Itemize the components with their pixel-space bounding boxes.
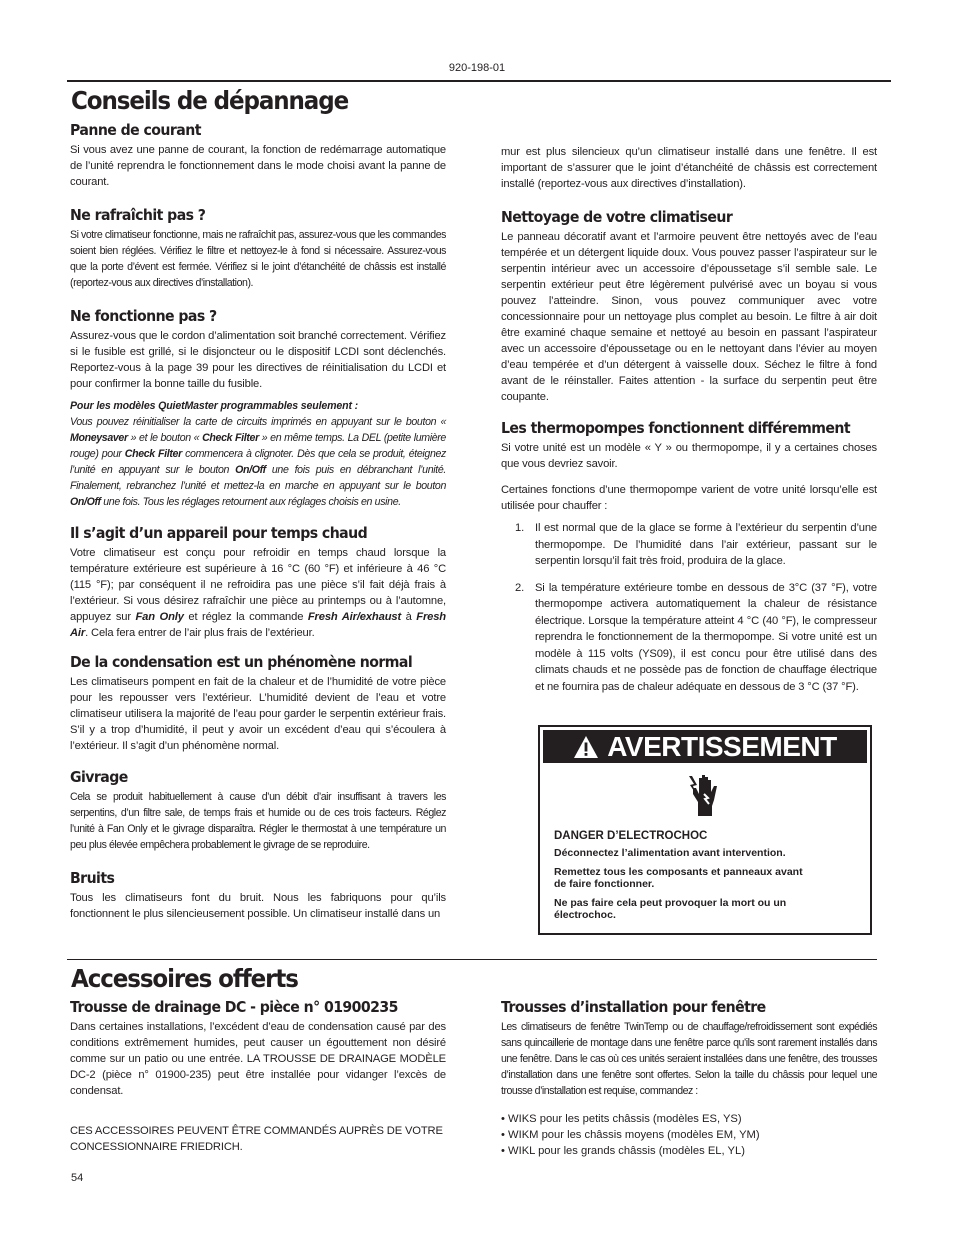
- list-item: [501, 520, 877, 570]
- hot-weather-part: Votre climatiseur est conçu pour refroidir en temps chaud lorsque la température extérieure est supérieure à 16 °C (60 °F) et inférieure à 46 °C (115 °F); par conséquent il ne refroidira pas une pièce s’il fait déjà frais à l’extérieur. Si vous désirez rafraîchir une pièce au printemps ou à l’automne, appuyez sur: [70, 547, 446, 623]
- drain-kit-text: Dans certaines installations, l’excédent d’eau de condensation causé par des conditions extrêmement humides, peut causer un égouttement non désiré comme sur un patio ou une entrée. LA TROUSSE DE DRAINAGE MODÈLE DC-2 (pièce n° 01900-235) peut être installée pour vidanger l’excès de condensat.: [70, 1021, 446, 1097]
- troubleshooting-right-column: [501, 144, 877, 707]
- note-part: » et le bouton «: [127, 432, 203, 444]
- frost-text: Cela se produit habituellement à cause d’un débit d’air insuffisant à travers les serpentins, d’un filtre sale, de temps frais et humide ou de ces trois facteurs. Réglez l’unité à Fan Only et le givrage disparaîtra. Régler le thermostat à une température un peu plus élevée empêchera probablement le givrage de se reproduire.: [70, 791, 446, 851]
- power-failure-text: Si vous avez une panne de courant, la fonction de redémarrage automatique de l’unité reprendra le fonctionnement dans le mode choisi avant la panne de courant.: [70, 144, 446, 188]
- not-working-heading: Ne fonctionne pas ?: [70, 307, 217, 325]
- list-item-text: Il est normal que de la glace se forme à l’extérieur du serpentin d’une thermopompe. De l’humidité dans l’air extérieur, passant sur le serpentin lorsqu’il fait très froid, produira de la glace.: [535, 522, 877, 567]
- power-failure-heading: Panne de courant: [70, 121, 201, 139]
- note-part: une fois puis en débranchant l’unité. Finalement, rebranchez l’unité et mettez-la en marche en appuyant sur le bouton: [70, 464, 446, 492]
- section-divider: [67, 959, 877, 960]
- warning-line: Ne pas faire cela peut provoquer la mort ou un électrochoc.: [554, 897, 787, 921]
- note-part: » en même temps. La DEL (petite lumière rouge) pour: [70, 432, 446, 460]
- window-kits-text: Les climatiseurs de fenêtre TwinTemp ou de chauffage/refroidissement sont expédiés sans quincaillerie de montage dans une fenêtre parce qu’ils sont rarement installés dans une fenêtre. Dans le cas où ces unités seraient installées dans une fenêtre, des trousses d’installation dans une fenêtre sont offertes. Selon la taille du châssis pour lequel une trousse d’installation est requise, commandez :: [501, 1021, 877, 1097]
- list-item: [501, 580, 877, 696]
- accessories-title: Accessoires offerts: [71, 964, 298, 993]
- list-item-number: 2.: [515, 581, 525, 594]
- drain-kit-section: [70, 998, 446, 1155]
- note-part: commencera à clignoter. Dès que cela se produit, éteignez l’unité en appuyant sur le bouton: [70, 448, 446, 476]
- electric-shock-hand-icon: [685, 772, 725, 818]
- fresh-air-exhaust-label: Fresh Air/exhaust: [307, 611, 402, 623]
- heat-pumps-heading: Les thermopompes fonctionnent différemment: [501, 419, 851, 437]
- page-number: 54: [71, 1172, 84, 1184]
- noises-heading: Bruits: [70, 869, 115, 887]
- warning-triangle-icon: [573, 735, 599, 759]
- list-item-number: 1.: [515, 522, 525, 534]
- warning-box: [538, 725, 872, 935]
- window-kits-list: [501, 1111, 877, 1159]
- condensation-heading: De la condensation est un phénomène normal: [70, 653, 413, 671]
- heat-pumps-intro: Si votre unité est un modèle « Y » ou thermopompe, il y a certaines choses que vous devriez savoir.: [501, 442, 877, 470]
- fan-only-label: Fan Only: [135, 611, 184, 623]
- warning-header: [543, 730, 867, 763]
- window-kits-section: [501, 998, 877, 1159]
- drain-kit-heading: Trousse de drainage DC - pièce n° 01900235: [70, 998, 398, 1016]
- heat-pumps-list: [501, 520, 877, 695]
- programmable-note-text: [70, 414, 446, 510]
- hot-weather-part: à: [401, 611, 417, 623]
- document-number: 920-198-01: [448, 62, 506, 74]
- heat-pumps-section: [501, 419, 877, 695]
- frost-heading: Givrage: [70, 768, 128, 786]
- noises-section: [70, 869, 446, 922]
- note-part: une fois. Tous les réglages retournent aux réglages choisis en usine.: [100, 496, 401, 508]
- not-working-text: Assurez-vous que le cordon d’alimentation soit branché correctement. Vérifiez si le fusible est grillé, si le disjoncteur ou le dispositif LCDI sont déclenchés. Reportez-vous à la page 39 pour les directives de réinitialisation du LCDI et pour confirmer la bonne taille du fusible.: [70, 330, 446, 390]
- on-off-label: On/Off: [235, 464, 266, 476]
- not-cooling-heading: Ne rafraîchit pas ?: [70, 206, 206, 224]
- cleaning-heading: Nettoyage de votre climatiseur: [501, 208, 733, 226]
- list-item: • WIKM pour les châssis moyens (modèles EM, YM): [501, 1129, 760, 1141]
- cleaning-section: [501, 208, 877, 405]
- moneysaver-label: Moneysaver: [70, 432, 128, 444]
- window-kits-heading: Trousses d’installation pour fenêtre: [501, 998, 766, 1016]
- warning-line: Déconnectez l’alimentation avant intervention.: [554, 847, 786, 859]
- check-filter-label: Check Filter: [124, 448, 182, 460]
- header-rule: [67, 80, 891, 82]
- frost-section: [70, 768, 446, 853]
- troubleshooting-title: Conseils de dépannage: [71, 86, 349, 115]
- hot-weather-part: . Cela fera entrer de l’air plus frais de l’extérieur.: [85, 627, 315, 639]
- fresh-air-label: Fresh Air: [70, 611, 446, 639]
- hot-weather-part: et réglez la commande: [183, 611, 308, 623]
- shock-icon-wrap: [540, 772, 870, 822]
- accessories-section: [71, 964, 318, 993]
- noises-continued-text: mur est plus silencieux qu’un climatiseur installé dans une fenêtre. Il est important de s’assurer que le joint d’étanchéité de châssis est correctement installé (reportez-vous aux directives d’installation).: [501, 146, 877, 190]
- condensation-text: Les climatiseurs pompent en fait de la chaleur et de l’humidité de votre pièce pour les repousser vers l’extérieur. L’humidité devient de l’eau et votre climatiseur utilisera la majorité de l’eau pour garder le serpentin extérieur frais. S’il y a trop d’humidité, il peut y avoir un excédent d’eau qui s’écoulera à l’extérieur. Il s’agit d’un phénomène normal.: [70, 676, 446, 752]
- hot-weather-text: [70, 545, 446, 641]
- condensation-section: [70, 653, 446, 754]
- programmable-note-title: Pour les modèles QuietMaster programmables seulement :: [70, 400, 359, 412]
- heat-pumps-intro2: Certaines fonctions d’une thermopompe varient de votre unité lorsqu’elle est utilisée pour chauffer :: [501, 484, 877, 512]
- warning-subtitle: DANGER D’ELECTROCHOC: [554, 830, 708, 842]
- warning-line: Remettez tous les composants et panneaux avant de faire fonctionner.: [554, 866, 803, 890]
- order-note: CES ACCESSOIRES PEUVENT ÊTRE COMMANDÉS AUPRÈS DE VOTRE CONCESSIONNAIRE FRIEDRICH.: [70, 1125, 443, 1153]
- hot-weather-section: [70, 524, 446, 641]
- troubleshooting-left-column: [70, 121, 446, 934]
- power-failure-section: [70, 121, 446, 190]
- warning-body: [540, 830, 870, 921]
- not-working-section: [70, 307, 446, 510]
- on-off-label: On/Off: [70, 496, 101, 508]
- troubleshooting-section: [71, 86, 372, 115]
- warning-title: AVERTISSEMENT: [607, 730, 837, 762]
- not-cooling-text: Si votre climatiseur fonctionne, mais ne rafraîchit pas, assurez-vous que les commandes soient bien réglées. Vérifiez le filtre et nettoyez-le à fond si nécessaire. Assurez-vous que la porte d’évent est fermée. Vérifiez si le joint d’étanchéité de châssis est installé (reportez-vous aux directives d’installation).: [70, 229, 446, 289]
- list-item-text: Si la température extérieure tombe en dessous de 3°C (37 °F), votre thermopompe activera automatiquement la chaleur de résistance électrique. Lorsque la température atteint 4 °C (40 °F), le compresseur reprendra le fonctionnement de la thermopompe. Si votre unité est un modèle à 115 volts (YS09), il est concu pour être utilisé dans des climats chauds et ne possède pas de fonction de chauffage électrique et ne fournira pas de chaleur adéquate en dessous de 3 °C (37 °F).: [535, 581, 877, 693]
- hot-weather-heading: Il s’agit d’un appareil pour temps chaud: [70, 524, 368, 542]
- check-filter-label: Check Filter: [202, 432, 259, 444]
- list-item: • WIKL pour les grands châssis (modèles EL, YL): [501, 1145, 745, 1157]
- list-item: • WIKS pour les petits châssis (modèles ES, YS): [501, 1113, 742, 1125]
- noises-text: Tous les climatiseurs font du bruit. Nous les fabriquons pour qu’ils fonctionnent le plus silencieusement possible. Un climatiseur installé dans un: [70, 892, 446, 920]
- note-part: Vous pouvez réinitialiser la carte de circuits imprimés en appuyant sur le bouton «: [70, 416, 446, 428]
- cleaning-text: Le panneau décoratif avant et l’armoire peuvent être nettoyés avec de l’eau tempérée et un détergent liquide doux. Vous pouvez passer l’aspirateur sur le serpentin intérieur avec un accessoire d’époussetage s’il semble sale. Le serpentin extérieur peut être légèrement pulvérisé avec un boyau si vous pouvez l’atteindre. Sinon, vous pouvez communiquer avec votre concessionnaire pour un nettoyage plus complet au besoin. Le filtre à air doit être examiné chaque semaine et nettoyé au besoin en passant l’aspirateur avec un accessoire d’époussetage ou en le nettoyant dans l’évier au moyen d’eau tempérée et d’un détergent à vaisselle doux. Séchez le filtre à fond avant de le réinstaller. Faites attention - la surface du serpentin peut être coupante.: [501, 231, 877, 403]
- not-cooling-section: [70, 206, 446, 291]
